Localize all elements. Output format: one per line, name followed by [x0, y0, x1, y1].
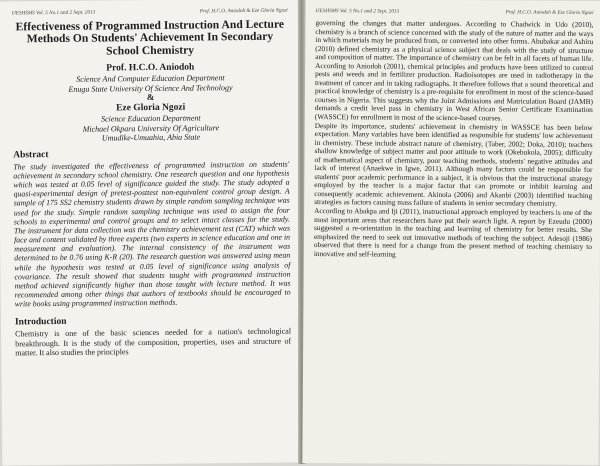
abstract-text: The study investigated the effectiveness of programmed instruction on students' achievement in secondary school chemistry. One research question and one hypothesis which was tested at 0.05 level of significance guided the study. The study adopted a quasi-experimental design of pretest-posttest non-equivalent control group design. A sample of 175 SS2 chemistry students drawn by simple random sampling technique was used for the study. Simple random sampling technique was used to assign the four schools to experimental and control groups and to select intact classes for the study. The instrument for data collection was the chemistry achievement test (CAT) which was face and content validated by three experts (two experts in science education and one in measurement and evaluation). The internal consistency of the instrument was determined to be 0.76 using K-R (20). The research question was answered using mean while the hypothesis was tested at 0.05 level of significance using analysis of covariance. The result showed that students taught with programmed instruction method achieved significantly higher than those taught with lecture method. It was recommended among other things that authors of textbooks should be encouraged to write books using programmed instruction methods. — [13, 159, 291, 309]
author-institution: Enugu State University Of Science And Technology — [68, 82, 233, 94]
author-department: Science And Computer Education Department — [76, 73, 225, 84]
right-running-header — [316, 8, 594, 16]
paragraph: governing the changes that matter undergoes. According to Chadwick in Udo (2010), chemistry is a branch of science concerned with the study of the nature of matter and the ways in which materials may be produced from, or converted into other forms. Abubakar and Ashiru (2010) defined chemistry as a physical science subject that deals with the study of structure and composition of matter. The importance of chemistry can be felt in all facets of human life. According to Aniodoh (2001), chemical principles and products have been utilized to control pests and weeds and in fertilizer production. Radioisotopes are used in radiotherapy in the treatment of cancer and in taking radiographs. It therefore follows that a sound theoretical and practical knowledge of chemistry is a pre-requisite for enrollment in most of the science-based courses in Nigeria. This suggests why the Joint Admissions and Matriculation Board (JAMB) demands a credit level pass in chemistry in West African Senior Certificate Examination (WASSCE) for enrollment in most of the science-based courses. — [314, 18, 594, 123]
introduction-text: Chemistry is one of the basic sciences needed for a nation's technological breakthrough. It is the study of the composition, properties, uses and structure of matter. It also studies the principles — [15, 326, 292, 358]
author-name: Eze Gloria Ngozi — [116, 102, 186, 114]
author-separator: & — [146, 92, 155, 103]
header-authors: Prof. H.C.O. Aniodoh & Eze Gloria Ngozi — [199, 7, 288, 15]
journal-citation: IJESHSMS Vol. 5 No.1 and 2 Sept. 2013 — [11, 9, 96, 17]
author-location: Umudike-Umuahia, Abia State — [101, 132, 201, 143]
left-running-header — [12, 8, 288, 17]
header-authors: Prof. H.C.O. Aniodoh & Eze Gloria Ngozi — [505, 9, 594, 16]
right-page — [302, 0, 600, 465]
journal-citation: IJESHSMS Vol. 5 No.1 and 2 Sept. 2013 — [315, 8, 400, 15]
author-department: Science Education Department — [101, 113, 201, 124]
introduction-heading: Introduction — [14, 317, 67, 328]
author-block-1 — [12, 62, 288, 105]
paper-title: Effectiveness of Programmed Instruction And Lecture Methods On Students' Achievement In Secondary School Chemistry — [15, 17, 285, 58]
abstract-heading: Abstract — [13, 149, 49, 161]
author-name: Prof. H.C.O. Aniodoh — [106, 62, 195, 74]
paragraph: According to Abakpa and Iji (2011), instructional approach employed by teachers is one of the most important areas that researchers have put their search light. A report by Ezeudu (2000) suggested a re-orientation in the teaching and learning of chemistry for better results. She emphasized the need to seek out innovative methods of teaching the subject. Adesoji (1986) observed that there is need for a change from the present method of teaching chemistry to innovative and self-learning — [313, 206, 593, 259]
body-text — [314, 19, 594, 260]
author-block-2 — [13, 102, 289, 145]
paragraph: Despite its importance, students' achievement in chemistry in WASSCE has been below expectation. Many variables have been identified as responsible for students' low achievement in chemistry. These include abstract nature of chemistry, (Taber, 2002; Doka, 2010); teachers shallow knowledge of subject matter and poor attitude to work (Okebukola, 2005); difficulty of mathematical aspect of chemistry, poor teaching methods, students' negative attitudes and lack of interest (Anaekwe in Igwe, 2011). Although many factors could be responsible for students' poor academic performance in a subject, it is obvious that the instructional strategy employed by the teacher is a major factor that can promote or inhibit learning and consequently academic achievement. Akinola (2006) and Akanbi (2003) identified teaching strategies as factors causing mass failure of students in senior secondary chemistry. — [314, 120, 593, 209]
author-institution: Michael Okpara University Of Agriculture — [82, 122, 220, 134]
